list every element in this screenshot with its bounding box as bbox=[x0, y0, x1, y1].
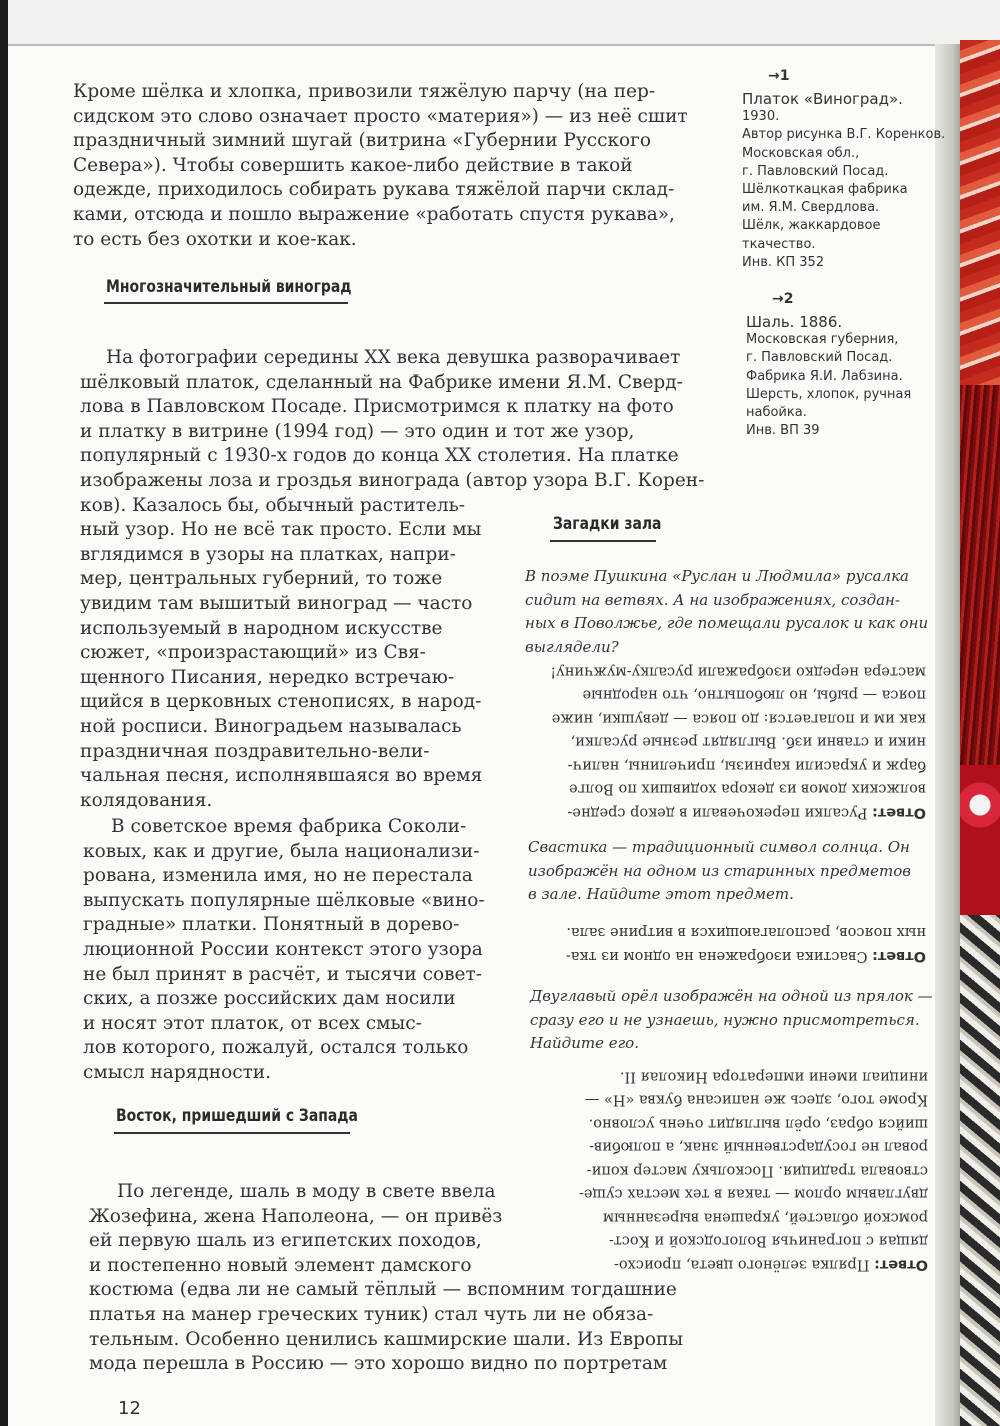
heading-underline bbox=[550, 540, 656, 542]
answer-line: Прялка зелёного цвета, происхо- bbox=[614, 1256, 875, 1273]
text-line: сидском это слово означает просто «материя») — из неё сшит bbox=[73, 105, 688, 127]
text-line: На фотографии середины XX века девушка разворачивает bbox=[106, 347, 681, 368]
caption-line: Шерсть, хлопок, ручная bbox=[746, 386, 912, 402]
shawl-photo-strip bbox=[960, 40, 1000, 1426]
answer-line bbox=[528, 800, 926, 824]
text-line: ей первую шаль из египетских походов, bbox=[89, 1230, 482, 1252]
heading-grapes: Многозначительный виноград bbox=[106, 277, 352, 297]
text-line: костюма (едва ли не самый тёплый — вспомним тогдашние bbox=[89, 1279, 677, 1301]
text-line: мода перешла в Россию — это хорошо видно по портретам bbox=[89, 1353, 668, 1375]
caption-2-arrow: →2 bbox=[772, 291, 794, 307]
text-line: праздничная поздравительно-вели- bbox=[80, 740, 430, 762]
text-line: Кроме шёлка и хлопка, привозили тяжёлую парчу (на пер- bbox=[73, 81, 656, 102]
text-line: популярный с 1930-х годов до конца XX столетия. На платке bbox=[80, 445, 679, 467]
page-number: 12 bbox=[118, 1398, 141, 1419]
caption-line: Инв. КП 352 bbox=[742, 254, 825, 270]
text-line: ный узор. Но не всё так просто. Если мы bbox=[80, 519, 482, 541]
text-line: и постепенно новый элемент дамского bbox=[89, 1254, 472, 1276]
quiz-answer-2-upside-down bbox=[546, 920, 926, 967]
text-line: не был принят в расчёт, и тысячи совет- bbox=[83, 963, 482, 985]
red-shawl-photo bbox=[960, 40, 1000, 385]
floral-shawl-photo bbox=[960, 765, 1000, 915]
text-line: мер, центральных губерний, то тоже bbox=[80, 568, 443, 590]
text-line: рована, изменила имя, но не перестала bbox=[83, 865, 473, 887]
answer-line: дящая с пограничья Вологодской и Кост- bbox=[608, 1233, 928, 1249]
answer-line: ники и ставни изб. Выглядят резные русалки, bbox=[570, 734, 926, 750]
question-line: изображён на одном из старинных предметов bbox=[528, 861, 911, 880]
answer-line: барж и украсили карнизы, причелины, налич- bbox=[567, 757, 926, 774]
caption-line: г. Павловский Посад. bbox=[746, 350, 893, 366]
answer-line: волжских домов из декора ходивших по Волге bbox=[569, 781, 926, 797]
text-line: чальная песня, исполнявшаяся во время bbox=[80, 765, 483, 787]
answer-line: как им и полагается: до пояса — девушки, ниже bbox=[551, 710, 926, 727]
quiz-question-1 bbox=[525, 565, 928, 659]
text-line: шёлковый платок, сделанный на Фабрике имени Я.М. Сверд- bbox=[80, 371, 683, 393]
heading-quiz: Загадки зала bbox=[553, 514, 662, 534]
text-line: и платку в витрине (1994 год) — это один и тот же узор, bbox=[80, 420, 635, 442]
caption-line: Московская губерния, bbox=[746, 332, 899, 348]
text-line: градные» платки. Понятный в дорево- bbox=[83, 914, 460, 936]
heading-east-west: Восток, пришедший с Запада bbox=[116, 1106, 358, 1126]
text-line: то есть без охотки и кое-как. bbox=[73, 228, 357, 250]
text-line: сюжет, «произрастающий» из Свя- bbox=[80, 642, 426, 664]
caption-line: Шёлкоткацкая фабрика bbox=[742, 182, 908, 198]
question-line: Свастика — традиционный символ солнца. Он bbox=[528, 838, 910, 856]
answer-line: двуглавым орлом — такая в тех местах суще- bbox=[579, 1186, 928, 1202]
text-line: платья на манер греческих туник) стал чуть ли не обяза- bbox=[89, 1303, 654, 1325]
quiz-answer-3-upside-down bbox=[566, 1064, 928, 1276]
text-line: По легенде, шаль в моду в свете ввела bbox=[117, 1181, 496, 1202]
text-line: люционной России контекст этого узора bbox=[83, 938, 483, 960]
question-line: Найдите его. bbox=[530, 1034, 639, 1052]
caption-line: 1930. bbox=[742, 109, 780, 125]
caption-line: г. Павловский Посад. bbox=[742, 163, 889, 179]
answer-line: Свастика изображена на одном из тка- bbox=[565, 948, 873, 964]
quiz-question-2 bbox=[528, 836, 911, 907]
scan-top-edge bbox=[0, 0, 1000, 48]
quiz-question-3 bbox=[530, 985, 933, 1056]
text-line: ками, отсюда и пошло выражение «работать спустя рукава», bbox=[73, 203, 675, 225]
text-line: смысл нарядности. bbox=[83, 1061, 272, 1083]
text-line: щенного Писания, нередко встречаю- bbox=[80, 666, 455, 688]
question-line: В поэме Пушкина «Руслан и Людмила» русалка bbox=[525, 567, 909, 585]
answer-line: ных поясов, располагающихся в витрине зала. bbox=[566, 924, 926, 941]
answer-label: Ответ: bbox=[872, 948, 926, 964]
text-line: В советское время фабрика Соколи- bbox=[111, 816, 467, 837]
question-line: ных в Поволжье, где помещали русалок и как они bbox=[525, 614, 929, 632]
caption-1 bbox=[742, 90, 945, 272]
heading-underline bbox=[114, 1132, 350, 1134]
text-line: Жозефина, жена Наполеона, — он привёз bbox=[89, 1205, 503, 1227]
caption-line: Шёлк, жаккардовое bbox=[742, 218, 881, 234]
text-line: колядования. bbox=[80, 789, 213, 811]
question-line: выглядели? bbox=[525, 637, 619, 656]
text-line: и носят этот платок, от всех смыс- bbox=[83, 1012, 422, 1034]
caption-2-title: Шаль. 1886. bbox=[746, 313, 843, 331]
fringe-photo bbox=[960, 385, 1000, 765]
answer-label: Ответ: bbox=[872, 804, 926, 821]
answer-label: Ответ: bbox=[874, 1256, 928, 1273]
answer-line bbox=[566, 1252, 928, 1276]
text-line: выпускать популярные шёлковые «вино- bbox=[83, 889, 485, 911]
answer-line: Русалки перекочевали в декор средне- bbox=[567, 804, 873, 821]
text-line: увидим там вышитый виноград — часто bbox=[80, 592, 473, 614]
caption-line: Московская обл., bbox=[742, 145, 860, 161]
text-line: используемый в народном искусстве bbox=[80, 617, 443, 639]
caption-line: Фабрика Я.И. Лабзина. bbox=[746, 368, 903, 384]
caption-1-title: Платок «Виноград». bbox=[742, 90, 903, 108]
scan-left-edge bbox=[0, 0, 8, 1426]
answer-line: мастера нередко изображали русалку-мужчину! bbox=[550, 663, 926, 680]
text-line: изображены лоза и гроздья винограда (автор узора В.Г. Корен- bbox=[80, 469, 705, 491]
answer-line: ровал не государственный знак, а полюбив- bbox=[589, 1139, 928, 1155]
text-line: вглядимся в узоры на платках, напри- bbox=[80, 543, 456, 565]
text-line: ских, а позже российских дам носили bbox=[83, 988, 456, 1010]
text-line: ковых, как и другие, была национализи- bbox=[83, 840, 480, 862]
caption-line: ткачество. bbox=[742, 236, 816, 252]
paragraph-soviet bbox=[83, 815, 485, 1086]
question-line: сидит на ветвях. А на изображениях, создан- bbox=[525, 590, 900, 609]
answer-line: Кроме того, здесь же написана буква «Н» — bbox=[584, 1092, 928, 1108]
text-line: ков). Казалось бы, обычный раститель- bbox=[80, 494, 465, 516]
text-line: Севера»). Чтобы совершить какое-либо действие в такой bbox=[73, 154, 633, 176]
question-line: в зале. Найдите этот предмет. bbox=[528, 885, 794, 903]
answer-line: ствовала традиция. Поскольку мастер копи- bbox=[586, 1162, 928, 1179]
caption-line: Автор рисунка В.Г. Коренков. bbox=[742, 127, 946, 143]
caption-2 bbox=[746, 313, 911, 440]
text-line: тельным. Особенно ценились кашмирские шали. Из Европы bbox=[89, 1328, 684, 1350]
caption-line: Инв. ВП 39 bbox=[746, 423, 820, 439]
answer-line: ромской областей, украшена вырезанным bbox=[602, 1209, 928, 1226]
text-line: праздничный зимний шугай (витрина «Губернии Русского bbox=[73, 130, 651, 152]
text-line: лова в Павловском Посаде. Присмотримся к платку на фото bbox=[80, 396, 674, 418]
heading-underline bbox=[104, 302, 348, 304]
question-line: Двуглавый орёл изображён на одной из прялок — bbox=[530, 987, 933, 1005]
caption-1-arrow: →1 bbox=[768, 68, 790, 84]
spinning-wheel-photo bbox=[960, 915, 1000, 1426]
caption-line: им. Я.М. Свердлова. bbox=[742, 200, 880, 216]
text-line: щийся в церковных стенописях, в народ- bbox=[80, 691, 482, 713]
answer-line: шийся образ, орёл выглядит очень условно. bbox=[588, 1115, 928, 1132]
question-line: сразу его и не узнаешь, нужно присмотреться. bbox=[530, 1010, 920, 1029]
text-line: одежде, приходилось собирать рукава тяжёлой парчи склад- bbox=[73, 179, 675, 201]
answer-line: инициал имени императора Николая II. bbox=[619, 1068, 928, 1085]
answer-line: пояса — рыбы, но любопытно, что народные bbox=[582, 687, 926, 703]
text-line: лов которого, пожалуй, остался только bbox=[83, 1037, 469, 1059]
quiz-answer-1-upside-down bbox=[528, 659, 926, 824]
paragraph-brocade bbox=[73, 80, 688, 252]
text-line: ной росписи. Виноградьем называлась bbox=[80, 715, 462, 737]
caption-line: набойка. bbox=[746, 405, 807, 421]
answer-line bbox=[546, 944, 926, 968]
